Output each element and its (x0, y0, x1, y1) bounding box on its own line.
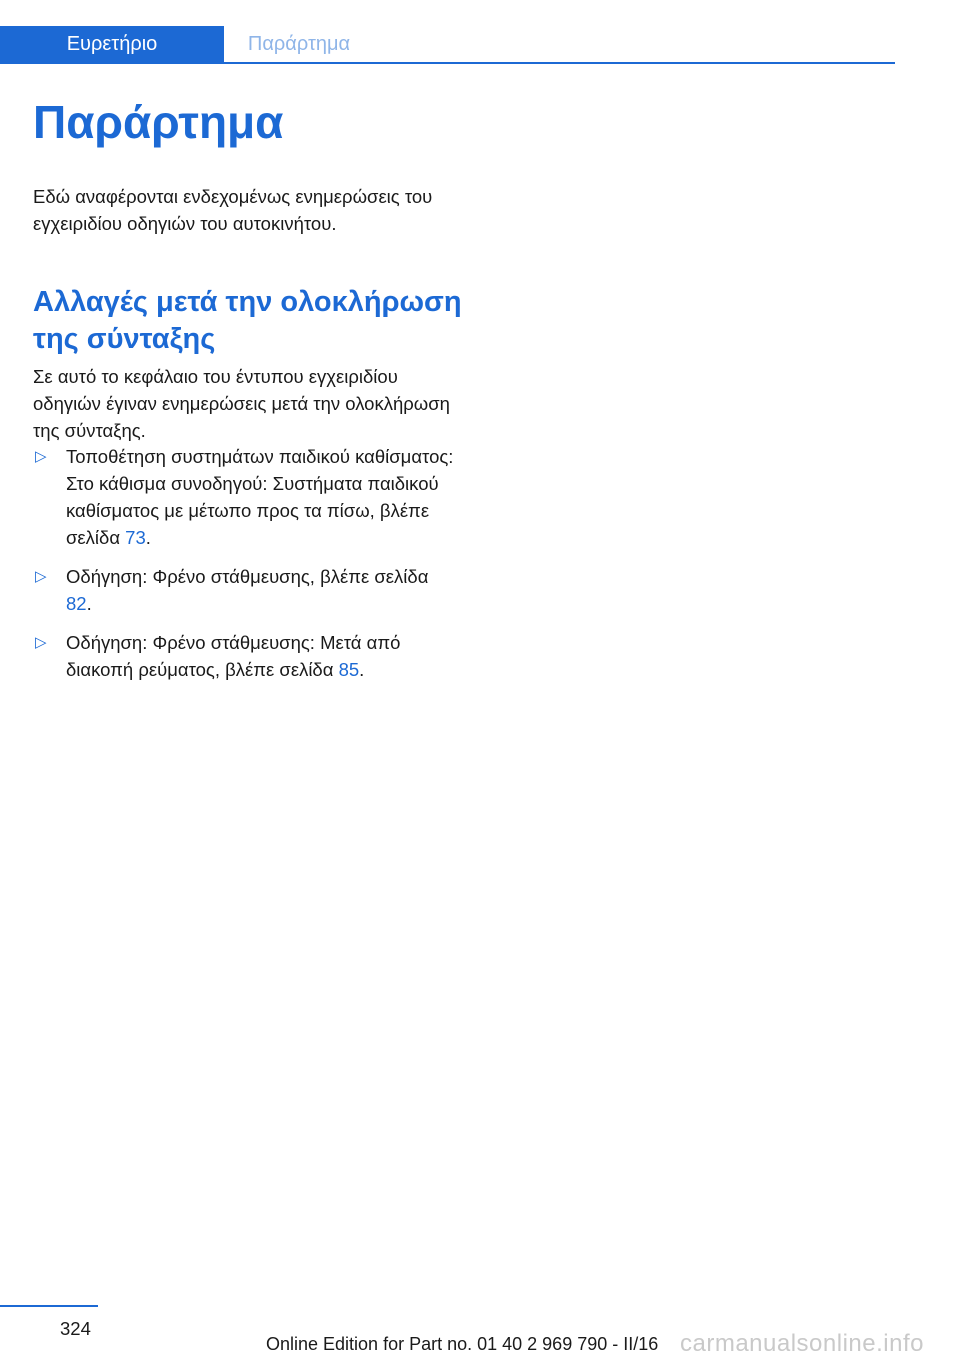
list-item: ▷ Οδήγηση: Φρένο στάθμευσης, βλέπε σελίδα 82. (33, 563, 458, 617)
tab-appendix[interactable]: Παράρτημα (247, 33, 351, 55)
section-body: Σε αυτό το κεφάλαιο του έντυπου εγχειριδίου οδηγιών έγιναν ενημερώσεις μετά την ολοκλήρωση της σύνταξης. (33, 366, 450, 441)
intro-paragraph: Εδώ αναφέρονται ενδεχομένως ενημερώσεις του εγχειριδίου οδηγιών του αυτοκινήτου. (33, 186, 433, 234)
edition-info: Online Edition for Part no. 01 40 2 969 790 - II/16 (266, 1334, 659, 1354)
page-number: 324 (60, 1318, 91, 1339)
triangle-bullet-icon: ▷ (35, 634, 47, 651)
list-item: ▷ Τοποθέτηση συστημάτων παιδικού καθίσματος: Στο κάθισμα συνοδηγού: Συστήματα παιδικού καθίσματος με μέτωπο προς τα πίσω, βλέπε σελίδα 73. (33, 443, 458, 551)
list-item: ▷ Οδήγηση: Φρένο στάθμευσης: Μετά από διακοπή ρεύματος, βλέπε σελίδα 85. (33, 629, 458, 683)
page-title: Παράρτημα (33, 96, 284, 148)
list-item-text: Τοποθέτηση συστημάτων παιδικού καθίσματος: Στο κάθισμα συνοδηγού: Συστήματα παιδικού καθίσματος με μέτωπο προς τα πίσω, βλέπε σελίδα (66, 446, 454, 548)
triangle-bullet-icon: ▷ (35, 568, 47, 585)
footer-divider (0, 1305, 98, 1307)
header-tab-bar (0, 26, 895, 64)
triangle-bullet-icon: ▷ (35, 448, 47, 465)
page-link-82[interactable]: 82 (66, 593, 87, 614)
list-item-text: Οδήγηση: Φρένο στάθμευσης, βλέπε σελίδα (66, 566, 429, 587)
watermark: carmanualsonline.info (680, 1330, 924, 1357)
page-link-73[interactable]: 73 (125, 527, 146, 548)
list-item-text: Οδήγηση: Φρένο στάθμευσης: Μετά από διακοπή ρεύματος, βλέπε σελίδα (66, 632, 401, 680)
section-heading: Αλλαγές μετά την ολοκλήρωση της σύνταξης (33, 286, 462, 355)
update-list (33, 443, 458, 683)
page-link-85[interactable]: 85 (338, 659, 360, 680)
tab-index[interactable]: Ευρετήριο (0, 26, 224, 62)
